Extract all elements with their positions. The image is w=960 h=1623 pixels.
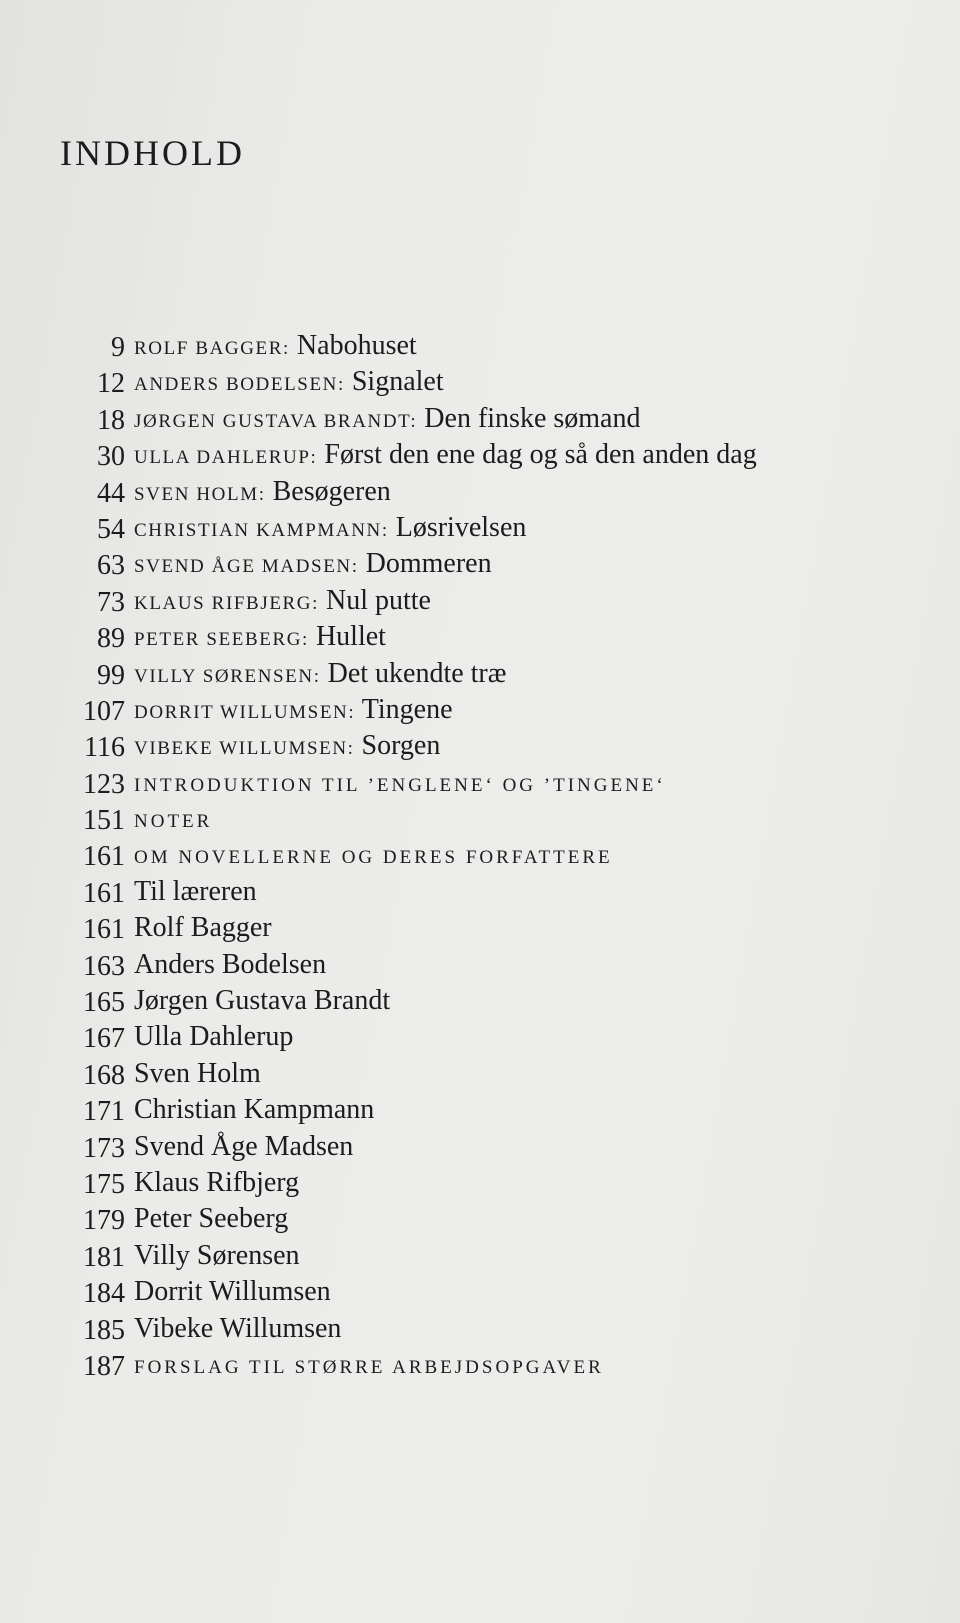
page-number: 63 <box>97 550 125 582</box>
entry-author: ROLF BAGGER: <box>134 338 290 359</box>
page-number: 173 <box>83 1132 125 1164</box>
entry-title: Sorgen <box>361 730 441 762</box>
subentry-label: Svend Åge Madsen <box>134 1130 354 1162</box>
subentry-label: Sven Holm <box>134 1057 261 1089</box>
entry-author: PETER SEEBERG: <box>134 629 309 651</box>
toc-subentry <box>40 1165 920 1201</box>
page-title: INDHOLD <box>60 133 245 173</box>
entry-title: Den finske sømand <box>424 402 641 434</box>
subentry-label: Christian Kampmann <box>134 1094 375 1126</box>
page-number: 165 <box>83 987 125 1019</box>
toc-entry <box>40 510 920 546</box>
toc-subentry <box>40 1019 920 1055</box>
toc-subentry <box>40 1311 920 1347</box>
toc-section <box>40 765 920 801</box>
toc-subentry <box>40 1129 920 1165</box>
section-label: NOTER <box>134 811 213 833</box>
toc-subentry <box>40 1092 920 1128</box>
subentry-label: Ulla Dahlerup <box>134 1021 294 1053</box>
subentry-label: Villy Sørensen <box>134 1239 300 1271</box>
entry-title: Løsrivelsen <box>395 511 527 543</box>
entry-title: Tingene <box>361 693 453 725</box>
subentry-label: Klaus Rifbjerg <box>134 1166 300 1198</box>
subentry-label: Jørgen Gustava Brandt <box>134 985 391 1017</box>
page-number: 179 <box>83 1205 125 1237</box>
page-number: 73 <box>97 586 125 618</box>
entry-author: VILLY SØRENSEN: <box>134 665 321 687</box>
entry-author: CHRISTIAN KAMPMANN: <box>134 519 389 541</box>
page-number: 168 <box>83 1059 125 1091</box>
page-number: 187 <box>83 1350 125 1382</box>
table-of-contents <box>40 328 920 1383</box>
toc-entry <box>40 328 920 364</box>
toc-entry <box>40 619 920 655</box>
page-number: 181 <box>83 1241 125 1273</box>
toc-section <box>40 837 920 873</box>
section-label: OM NOVELLERNE OG DERES FORFATTERE <box>134 847 613 869</box>
toc-subentry <box>40 983 920 1019</box>
entry-author: SVEND ÅGE MADSEN: <box>134 556 359 578</box>
entry-title: Besøgeren <box>272 475 391 507</box>
toc-subentry <box>40 874 920 910</box>
entry-title: Dommeren <box>365 548 492 580</box>
entry-author: SVEN HOLM: <box>134 483 266 505</box>
toc-entry <box>40 583 920 619</box>
page-number: 151 <box>83 805 125 837</box>
page-number: 12 <box>97 368 125 400</box>
toc-subentry <box>40 1274 920 1310</box>
subentry-label: Anders Bodelsen <box>134 948 327 980</box>
toc-entry <box>40 364 920 400</box>
toc-entry <box>40 656 920 692</box>
entry-title: Det ukendte træ <box>327 657 507 689</box>
section-label: INTRODUKTION TIL ’ENGLENE‘ OG ’TINGENE‘ <box>134 774 666 796</box>
entry-title: Nul putte <box>326 584 431 616</box>
page-number: 30 <box>97 441 125 473</box>
toc-subentry <box>40 947 920 983</box>
toc-subentry <box>40 1201 920 1237</box>
page-number: 18 <box>97 404 125 436</box>
entry-title: Hullet <box>315 621 386 653</box>
entry-author: ANDERS BODELSEN: <box>134 374 345 396</box>
subentry-label: Vibeke Willumsen <box>134 1312 342 1344</box>
entry-title: Signalet <box>351 366 444 398</box>
toc-entry <box>40 437 920 473</box>
page-number: 171 <box>83 1096 125 1128</box>
toc-entry <box>40 692 920 728</box>
entry-title: Først den ene dag og så den anden dag <box>324 439 757 471</box>
page-number: 54 <box>97 513 125 545</box>
toc-section <box>40 801 920 837</box>
page-number: 123 <box>83 768 125 800</box>
entry-author: VIBEKE WILLUMSEN: <box>134 738 355 760</box>
page-number: 9 <box>111 332 125 363</box>
page-number: 184 <box>83 1278 125 1310</box>
page-number: 116 <box>84 732 125 764</box>
toc-entry <box>40 728 920 764</box>
entry-author: ULLA DAHLERUP: <box>134 447 318 469</box>
toc-subentry <box>40 1056 920 1092</box>
page-number: 185 <box>83 1314 125 1346</box>
toc-entry <box>40 546 920 582</box>
toc-subentry <box>40 1238 920 1274</box>
subentry-label: Rolf Bagger <box>134 912 272 944</box>
entry-author: DORRIT WILLUMSEN: <box>134 701 356 723</box>
page-number: 175 <box>83 1168 125 1200</box>
page-number: 107 <box>83 695 125 727</box>
page-number: 161 <box>83 877 125 909</box>
toc-entry <box>40 474 920 510</box>
page-number: 161 <box>83 841 125 873</box>
page-number: 167 <box>83 1023 125 1055</box>
subentry-label: Peter Seeberg <box>134 1203 289 1235</box>
subentry-label: Til læreren <box>134 875 257 907</box>
section-label: FORSLAG TIL STØRRE ARBEJDSOPGAVER <box>134 1356 604 1378</box>
entry-author: KLAUS RIFBJERG: <box>134 592 319 614</box>
subentry-label: Dorrit Willumsen <box>134 1276 331 1308</box>
page-number: 89 <box>97 623 125 655</box>
entry-author: JØRGEN GUSTAVA BRANDT: <box>134 410 418 432</box>
page-number: 44 <box>97 477 125 509</box>
toc-entry <box>40 401 920 437</box>
entry-title: Nabohuset <box>296 330 417 361</box>
toc-subentry <box>40 910 920 946</box>
page-number: 99 <box>97 659 125 691</box>
page-number: 163 <box>83 950 125 982</box>
page-number: 161 <box>83 914 125 946</box>
toc-section <box>40 1347 920 1383</box>
